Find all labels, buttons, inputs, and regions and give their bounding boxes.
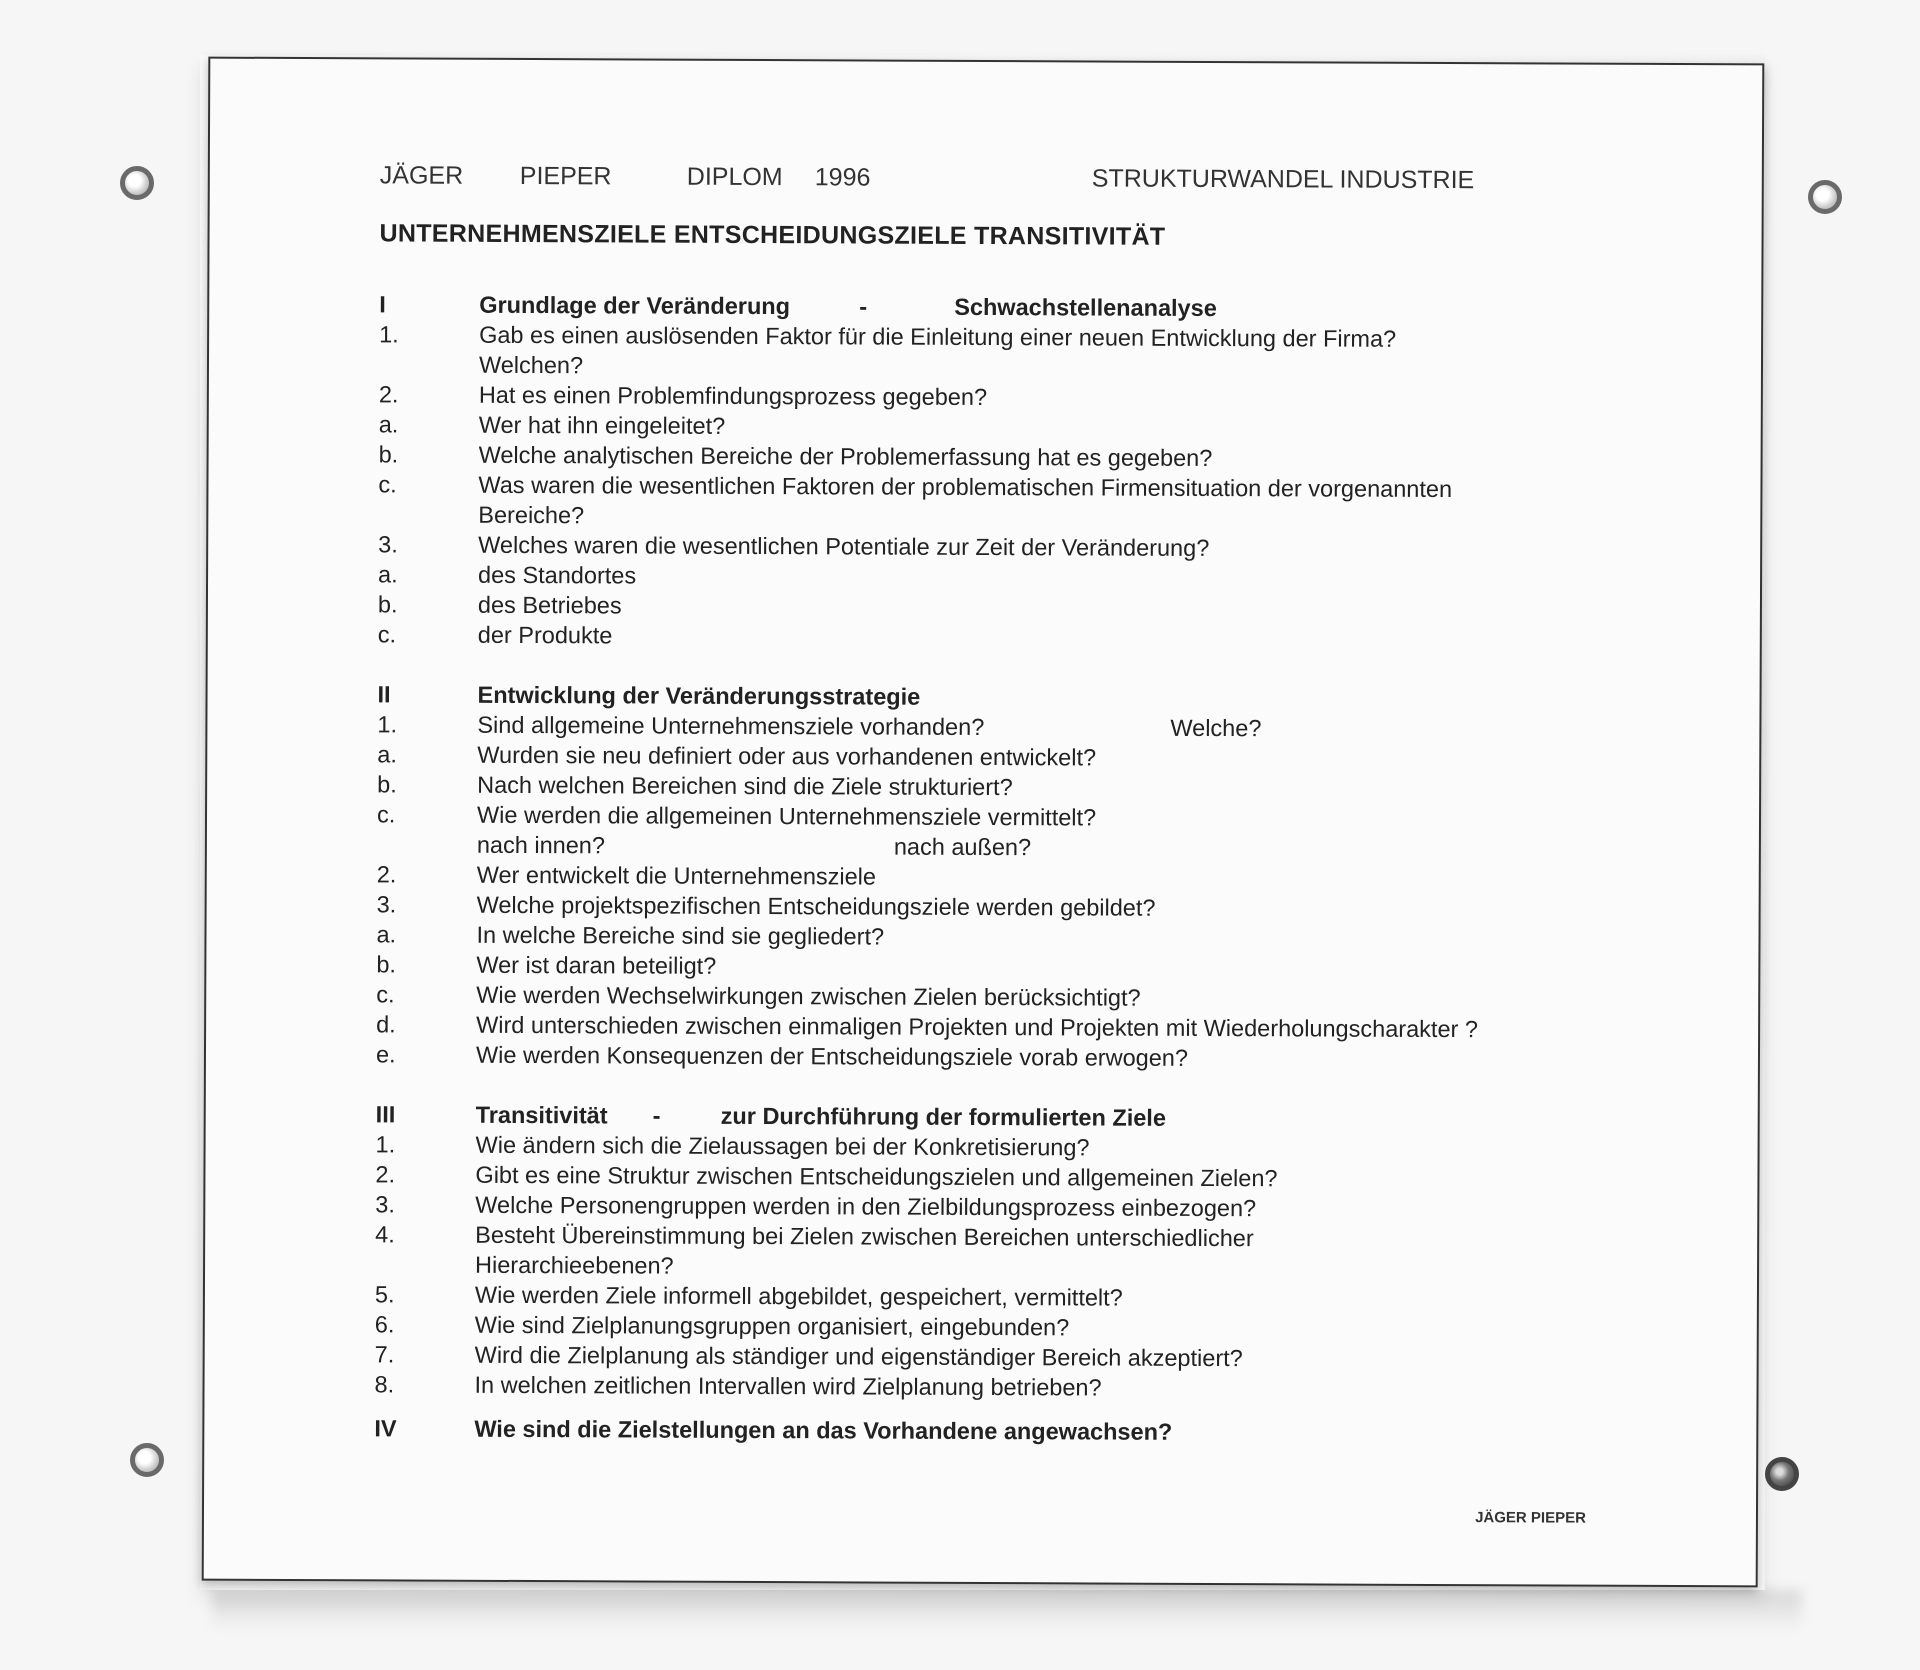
section-dash: - <box>652 1102 661 1129</box>
item-text: des Betriebes <box>477 591 622 619</box>
item-text: Welchen? <box>478 351 584 379</box>
item-marker: 3. <box>376 891 397 918</box>
item-text: Gibt es eine Struktur zwischen Entscheidungszielen und allgemeinen Zielen? <box>475 1161 1278 1192</box>
plexiglass-shadow <box>212 1590 1802 1632</box>
item-marker: 1. <box>375 1131 396 1158</box>
list-item <box>376 1039 1676 1075</box>
screw-icon <box>130 1443 164 1477</box>
item-marker: 2. <box>376 861 397 888</box>
item-marker: a. <box>376 921 397 948</box>
item-marker: 1. <box>379 321 399 348</box>
item-marker: 7. <box>374 1341 395 1368</box>
item-text: Wie werden Wechselwirkungen zwischen Zielen berücksichtigt? <box>476 981 1141 1011</box>
item-text: Wird unterschieden zwischen einmaligen Projekten und Projekten mit Wiederholungscharakter ? <box>476 1011 1479 1043</box>
item-marker: b. <box>376 951 397 978</box>
section-title: Entwicklung der Veränderungsstrategie <box>477 681 921 710</box>
item-marker: e. <box>375 1041 396 1068</box>
item-marker: 2. <box>378 381 399 408</box>
item-text: Bereiche? <box>478 501 585 529</box>
section-numeral: III <box>375 1101 396 1128</box>
header-year: 1996 <box>814 163 871 192</box>
item-marker: 2. <box>375 1161 396 1188</box>
item-text: Wer entwickelt die Unternehmensziele <box>476 861 877 890</box>
item-marker: a. <box>377 741 397 768</box>
item-marker: a. <box>378 411 399 438</box>
item-text: Sind allgemeine Unternehmensziele vorhanden? <box>477 711 985 741</box>
item-marker: 6. <box>374 1311 395 1338</box>
item-text: Welche Personengruppen werden in den Zielbildungsprozess einbezogen? <box>475 1191 1257 1222</box>
item-text: nach innen? <box>476 831 606 859</box>
item-text-extra: Welche? <box>1170 714 1262 742</box>
item-marker: c. <box>376 981 395 1008</box>
header-diplom: DIPLOM <box>686 162 783 192</box>
item-text: Wie werden Konsequenzen der Entscheidungsziele vorab erwogen? <box>475 1041 1189 1071</box>
item-text: des Standortes <box>478 561 637 589</box>
footer-signature: JÄGER PIEPER <box>1475 1509 1587 1527</box>
header-author1: JÄGER <box>379 161 464 190</box>
section-title: Grundlage der Veränderung <box>479 291 791 320</box>
document-sheet <box>202 57 1765 1588</box>
item-text: Hierarchieebenen? <box>475 1251 674 1279</box>
item-marker: 1. <box>377 711 398 738</box>
header-topic: STRUKTURWANDEL INDUSTRIE <box>1091 164 1475 195</box>
item-marker: b. <box>377 591 398 618</box>
item-marker: c. <box>376 801 396 828</box>
item-text: In welche Bereiche sind sie gegliedert? <box>476 921 885 950</box>
item-marker: b. <box>378 441 399 468</box>
questionnaire <box>374 289 1679 1449</box>
item-marker: 4. <box>375 1221 395 1248</box>
item-text: Wie werden die allgemeinen Unternehmensziele vermittelt? <box>476 801 1097 831</box>
item-marker: d. <box>376 1011 396 1038</box>
item-text: Wie sind Zielplanungsgruppen organisiert, eingebunden? <box>474 1311 1070 1341</box>
item-text: In welchen zeitlichen Intervallen wird Zielplanung betrieben? <box>474 1371 1102 1401</box>
main-title: UNTERNEHMENSZIELE ENTSCHEIDUNGSZIELE TRANSITIVITÄT <box>379 219 1166 251</box>
item-text: der Produkte <box>477 621 613 649</box>
item-text: Wer ist daran beteiligt? <box>476 951 717 979</box>
item-marker: 3. <box>375 1191 395 1218</box>
item-marker: a. <box>378 561 398 588</box>
item-text: Wer hat ihn eingeleitet? <box>478 411 726 439</box>
item-text: Wie ändern sich die Zielaussagen bei der Konkretisierung? <box>475 1131 1090 1161</box>
item-marker: b. <box>377 771 397 798</box>
item-text: Nach welchen Bereichen sind die Ziele strukturiert? <box>477 771 1013 801</box>
item-text-extra: nach außen? <box>893 833 1032 861</box>
header-author2: PIEPER <box>519 161 612 191</box>
item-text: Wurden sie neu definiert oder aus vorhandenen entwickelt? <box>477 741 1097 771</box>
list-item <box>374 1369 1674 1405</box>
section-heading <box>374 1413 1674 1449</box>
screw-icon <box>1808 180 1842 214</box>
list-item <box>378 619 1678 655</box>
item-marker: 8. <box>374 1371 395 1398</box>
section-title: Transitivität <box>475 1101 608 1129</box>
item-text: Wird die Zielplanung als ständiger und eigenständiger Bereich akzeptiert? <box>474 1341 1243 1372</box>
item-marker: 5. <box>374 1281 395 1308</box>
screw-icon <box>1765 1457 1799 1491</box>
item-text: Welches waren die wesentlichen Potentiale zur Zeit der Veränderung? <box>478 531 1210 561</box>
document-header <box>380 161 1640 196</box>
item-text: Hat es einen Problemfindungsprozess gegeben? <box>478 381 988 411</box>
item-text: Welche analytischen Bereiche der Problemerfassung hat es gegeben? <box>478 441 1213 471</box>
item-text: Gab es einen auslösenden Faktor für die Einleitung einer neuen Entwicklung der Firma? <box>479 321 1397 352</box>
section-title: Wie sind die Zielstellungen an das Vorhandene angewachsen? <box>474 1415 1173 1445</box>
item-marker: 3. <box>378 531 398 558</box>
item-marker: c. <box>377 621 397 648</box>
section-subtitle: zur Durchführung der formulierten Ziele <box>720 1102 1167 1131</box>
item-text: Welche projektspezifischen Entscheidungsziele werden gebildet? <box>476 891 1156 921</box>
item-text: Was waren die wesentlichen Faktoren der problematischen Firmensituation der vorgenannten <box>478 471 1453 503</box>
section-numeral: I <box>379 291 386 318</box>
item-text: Wie werden Ziele informell abgebildet, gespeichert, vermittelt? <box>474 1281 1123 1311</box>
section-subtitle: Schwachstellenanalyse <box>954 293 1217 322</box>
screw-icon <box>120 166 154 200</box>
section-numeral: IV <box>374 1415 397 1442</box>
item-marker: c. <box>378 471 397 498</box>
item-text: Besteht Übereinstimmung bei Zielen zwischen Bereichen unterschiedlicher <box>475 1221 1254 1252</box>
section-dash: - <box>859 293 868 320</box>
section-numeral: II <box>377 681 391 708</box>
